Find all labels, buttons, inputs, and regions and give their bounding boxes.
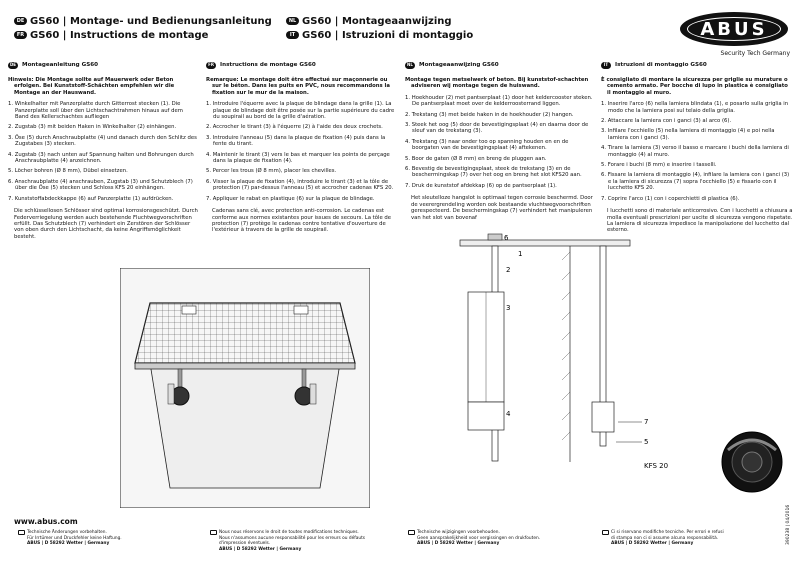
legal-line: Geen aansprakelijkheid voor vergissingen en drukfouten.: [417, 535, 541, 541]
grate-section: [460, 240, 630, 246]
remark: Remarque: Le montage doit être effectué sur maçonnerie ou sur le béton. Dans les puits en PVC, nous recommandons la fixation sur le mur de la maison.: [206, 77, 390, 96]
legal-line: di stampa non ci si assume alcuna responsabilità.: [611, 535, 719, 541]
pull-rod: [178, 369, 182, 387]
step: 5. Percer les trous (Ø 8 mm), placer les chevilles.: [206, 168, 337, 175]
legal-line: Für Irrtümer und Druckfehler keine Haftung.: [27, 535, 122, 541]
document-ref: 390238 | 04/2016: [786, 504, 791, 545]
copyright-icon: [18, 530, 25, 535]
legal-line: d'impression éventuels.: [219, 541, 271, 547]
step: 7. Druk de kunststof afdekkap (6) op de pantserplaat (1).: [405, 182, 557, 189]
lang-badge: NL: [405, 62, 415, 69]
step: 5. Boor de gaten (Ø 8 mm) en breng de pluggen aan.: [405, 155, 547, 162]
column-fr: [206, 62, 398, 294]
lock-label: KFS 20: [644, 462, 669, 470]
header: [14, 12, 574, 52]
tagline: Security Tech Germany: [720, 50, 790, 57]
legal-line: ABUS | D 58292 Wetter | Germany: [27, 541, 110, 547]
remark: Montage tegen metselwerk of beton. Bij kunststof-schachten adviseren wij montage tegen de huiswand.: [405, 77, 589, 90]
technical-drawing: [440, 232, 680, 512]
legal-line: ABUS | D 58292 Wetter | Germany: [219, 546, 302, 552]
legal-line: Technische Änderungen vorbehalten.: [27, 530, 107, 535]
lang-badge-it: IT: [286, 31, 299, 39]
eye-bolt-plate: [592, 402, 614, 432]
column-title: [206, 62, 398, 69]
title-nl-text: GS60 | Montageaanwijzing: [302, 15, 452, 27]
step: 4. Trekstang (3) naar onder too op spanning houden en en de boorgaten van de bevestigingsplaat (4) aftekenen.: [405, 138, 569, 152]
mounting-plate: [468, 402, 504, 430]
callout-2: 2: [506, 266, 511, 274]
title-fr: [14, 28, 208, 42]
lock-dial-icon: [742, 452, 762, 472]
step: 2. Accrocher le tirant (3) à l'équerre (2) à l'aide des deux crochets.: [206, 124, 383, 131]
step: 7. Appliquer le rabat en plastique (6) sur la plaque de blindage.: [206, 195, 375, 202]
column-title-text: Montageaanwijzing GS60: [419, 62, 499, 69]
mounting-plate: [310, 384, 316, 404]
footer-legal-fr: [210, 530, 400, 552]
grate-frame: [135, 363, 355, 369]
footer-legal-it: [602, 530, 782, 547]
column-title-text: Instructions de montage GS60: [220, 62, 316, 69]
column-title-text: Montageanleitung GS60: [22, 62, 99, 69]
remark: Hinweis: Die Montage sollte auf Mauerwerk oder Beton erfolgen. Bei Kunststoff-Schächten empfehlen wir die Montage an der Hauswand.: [8, 77, 175, 96]
note: I lucchetti sono di materiale anticorrosivo. Con i lucchetti a chiusura a molla eventuali prescrizioni per uscite di sicurezza vengono rispetate. La lamiera di sicurezza impedisce la manipolazione del lucchetto dal esterno.: [607, 208, 793, 234]
title-nl: [286, 14, 452, 28]
column-title: [601, 62, 793, 69]
lang-badge: DE: [9, 62, 17, 68]
legal-line: Technische wijzigingen voorbehouden.: [417, 530, 500, 535]
step: 2. Trekstang (3) met beide haken in de hoekhouder (2) hangen.: [405, 111, 574, 118]
title-it-text: GS60 | Istruzioni di montaggio: [302, 29, 474, 41]
legal-line: Nous nous réservons le droit de toutes modifications techniques.: [219, 530, 359, 535]
footer-url[interactable]: www.abus.com: [14, 517, 78, 526]
legal-line: ABUS | D 58292 Wetter | Germany: [611, 541, 694, 547]
copyright-icon: [408, 530, 415, 535]
step: 6. Visser la plaque de fixation (4), introduire le tirant (3) et la tôle de protection (7) par-dessus l'anneau (5) et accrocher cadenas KFS 20.: [206, 178, 394, 192]
lang-badge-de: DE: [14, 17, 27, 25]
step: 7. Coprire l'arco (1) con i coperchietti di plastica (6).: [601, 195, 740, 202]
copyright-icon: [602, 530, 609, 535]
column-title: [8, 62, 198, 69]
note: Het sleutelloze hangslot is optimaal tegen corrosie beschermd. Door de veerergrendeling worden ook bestaande vluchtwegvoorschriften gerespecteerd. De beschermingskap (7) verhindert het manipuleren van het slot van bovenaf: [411, 195, 593, 221]
step: 1. Winkelhalter mit Panzerplatte durch Gitterrost stecken (1). Die Panzerplatte soll über den Lichtschachtrahmen hinaus auf dem Band des Kellerschachtes aufliegen: [8, 101, 183, 121]
callout-5: 5: [644, 438, 649, 446]
pull-rod: [302, 369, 306, 387]
step: 3. Steek het oog (5) door de bevestigingsplaat (4) en daarna door de sleuf van de trekstang (3).: [405, 122, 589, 135]
step: 1. Introduire l'équerre avec la plaque de blindage dans la grille (1). La plaque de blindage doit être posée sur la partie supérieure du cadre du soupirail au bord de la grille d'aération.: [206, 101, 395, 121]
mounting-plate: [168, 384, 174, 404]
padlock-closeup: [720, 430, 784, 494]
step: 4. Tirare la lamiera (3) verso il basso e marcare i buchi della lamiera di montaggio (4) al muro.: [601, 145, 789, 158]
legal-line: ABUS | D 58292 Wetter | Germany: [417, 541, 500, 547]
column-title: [405, 62, 595, 69]
note: Cadenas sans clé, avec protection anti-corrosion. Le cadenas est conforme aux normes existantes pour issues de secours. La tôle de protection (7) protège le cadenas contre tentative d'ouverture de l'extérieur à travers de la grille de soupirail.: [212, 208, 392, 234]
step: 4. Maintenir le tirant (3) vers le bas et marquer les points de perçage dans la plaque de fixation (4).: [206, 151, 390, 165]
column-de: [8, 62, 198, 294]
legal-line: Ci si riservano modifiche tecniche. Per errori e refusi: [611, 530, 724, 535]
callout-6: 6: [504, 234, 509, 242]
step: 1. Hoekhouder (2) met pantserplaat (1) door het keldercooster steken. De pantserplaat moet over de kelderroosterrand liggen.: [405, 94, 593, 108]
step: 1. Inserire l'arco (6) nella lamiera blindata (1), e posarlo sulla griglia in modo che la lamiera posi sul telaio della griglia.: [601, 101, 789, 114]
logo-text: ABUS: [700, 18, 768, 40]
title-de: [14, 14, 272, 28]
abus-logo: [680, 12, 788, 46]
grate: [135, 303, 355, 363]
step: 3. Introduire l'anneau (5) dans la plaque de fixation (4) puis dans la fente du tirant.: [206, 134, 386, 148]
copyright-icon: [210, 530, 217, 535]
step: 5. Forare i buchi (8 mm) e inserire i tasselli.: [601, 162, 717, 169]
step: 6. Anschraubplatte (4) anschrauben, Zugstab (3) und Schutzblech (7) über die Öse (5) stecken und Schloss KFS 20 einhängen.: [8, 178, 193, 192]
lang-badge-nl: NL: [286, 17, 299, 25]
title-it: [286, 28, 473, 42]
lang-badge: FR: [206, 62, 216, 69]
grid-installation-illustration: [120, 268, 370, 508]
lang-badge: IT: [601, 62, 611, 69]
title-fr-text: GS60 | Instructions de montage: [30, 29, 209, 41]
cover-cap: [488, 234, 502, 240]
step: 7. Kunststoffabdeckkappe (6) auf Panzerplatte (1) aufdrücken.: [8, 195, 174, 202]
step: 5. Löcher bohren (Ø 8 mm), Dübel einsetzen.: [8, 168, 128, 175]
step: 6. Bevestig de bevestigingsplaat, steek de trekstang (3) en de beschermingskap (7) over het oog en breng het slot KFS20 aan.: [405, 166, 582, 179]
callout-1: 1: [518, 250, 523, 258]
title-de-text: GS60 | Montage- und Bedienungsanleitung: [30, 15, 272, 27]
remark: È consigliato di montare la sicurezza per griglie su murature o cemento armato. Per bocche di lupo in plastica è consigliato il montaggio al muro.: [601, 77, 788, 96]
step: 4. Zugstab (3) nach unten auf Spannung halten und Bohrungen durch Anschraubplatte (4) anzeichnen.: [8, 151, 194, 165]
legal-line: Nous n'assumons aucune responsabilité pour les erreurs ou défauts: [219, 535, 366, 541]
step: 6. Fissare la lamiera di montaggio (4), infilare la lamiera con i ganci (3) e la lamiera di sicurezza (7) sopra l'occhiello (5) e fissarlo con il lucchetto KFS 20.: [601, 172, 790, 192]
step: 2. Attaccare la lamiera con i ganci (3) al arco (6).: [601, 118, 732, 125]
armor-plate: [182, 306, 196, 314]
callout-7: 7: [644, 418, 649, 426]
lang-badge-fr: FR: [14, 31, 27, 39]
note: Die schlüssellosen Schlösser sind optimal korrosionsgeschützt. Durch Federverriegelung werden auch bestehende Fluchtwegvorschriften erfüllt. Das Schutzblech (7) verhindert ein Zerstören der Schlösser von oben durch den Lichtschacht, da keine Angriffsmöglichkeit besteht.: [14, 208, 198, 240]
armor-plate: [294, 306, 308, 314]
footer-legal-de: [18, 530, 198, 547]
step: 3. Öse (5) durch Anschraubplatte (4) und danach durch den Schlitz des Zugstabes (3) stecken.: [8, 134, 197, 148]
column-title-text: Istruzioni di montaggio GS60: [615, 62, 707, 69]
footer-legal-nl: [408, 530, 598, 547]
callout-3: 3: [506, 304, 511, 312]
step: 3. Infilare l'occhiello (5) nella lamiera di montaggio (4) e poi nella lamiera con i ganci (3).: [601, 128, 775, 141]
callout-4: 4: [506, 410, 511, 418]
step: 2. Zugstab (3) mit beiden Haken in Winkelhalter (2) einhängen.: [8, 124, 177, 131]
